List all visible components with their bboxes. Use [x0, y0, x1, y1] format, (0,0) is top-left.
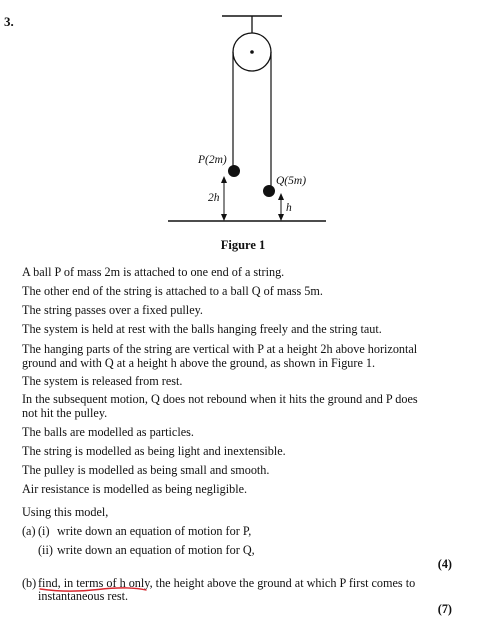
ball-q: [263, 185, 275, 197]
paragraph-2: The other end of the string is attached to a ball Q of mass 5m.: [22, 284, 323, 298]
part-a-i-label: (i): [38, 524, 50, 538]
part-b-text-line2: instantaneous rest.: [38, 589, 129, 603]
paragraph-10: The pulley is modelled as being small and smooth.: [22, 463, 270, 477]
part-a-ii-text: write down an equation of motion for Q,: [57, 543, 255, 557]
part-b-text-line1: find, in terms of h only, the height above the ground at which P first comes to: [38, 576, 416, 590]
arrowhead-q-down: [278, 214, 284, 221]
part-a-marks: (4): [437, 557, 452, 571]
paragraph-7: In the subsequent motion, Q does not rebound when it hits the ground and P does not hit the pulley.: [22, 392, 418, 420]
part-b-label: (b): [22, 576, 37, 590]
paragraph-6: The system is released from rest.: [22, 374, 183, 388]
paragraph-11: Air resistance is modelled as being negligible.: [22, 482, 248, 496]
ball-p: [228, 165, 240, 177]
paragraph-4: The system is held at rest with the balls hanging freely and the string taut.: [22, 322, 382, 336]
part-a-label: (a): [22, 524, 36, 538]
paragraph-3: The string passes over a fixed pulley.: [22, 303, 203, 317]
paragraph-9: The string is modelled as being light and inextensible.: [22, 444, 286, 458]
arrowhead-p-up: [221, 176, 227, 183]
paragraph-12: Using this model,: [22, 505, 109, 519]
red-pen-underline: [38, 586, 150, 594]
paragraph-5: The hanging parts of the string are vertical with P at a height 2h above horizontal ground and with Q at a height h above the ground, as shown in Figure 1.: [22, 342, 418, 370]
part-a-ii-label: (ii): [38, 543, 53, 557]
label-h: h: [286, 202, 292, 214]
figure-1-diagram: [0, 0, 486, 236]
part-b-marks: (7): [437, 602, 452, 616]
part-a-i-text: write down an equation of motion for P,: [57, 524, 252, 538]
figure-caption: Figure 1: [220, 238, 266, 252]
label-q: Q(5m): [276, 175, 307, 187]
arrowhead-q-up: [278, 193, 284, 200]
pulley-axle: [250, 50, 254, 54]
paragraph-1: A ball P of mass 2m is attached to one end of a string.: [22, 265, 285, 279]
question-number: 3.: [4, 14, 14, 29]
arrowhead-p-down: [221, 214, 227, 221]
label-p: P(2m): [198, 154, 227, 166]
label-2h: 2h: [208, 192, 220, 204]
paragraph-8: The balls are modelled as particles.: [22, 425, 194, 439]
